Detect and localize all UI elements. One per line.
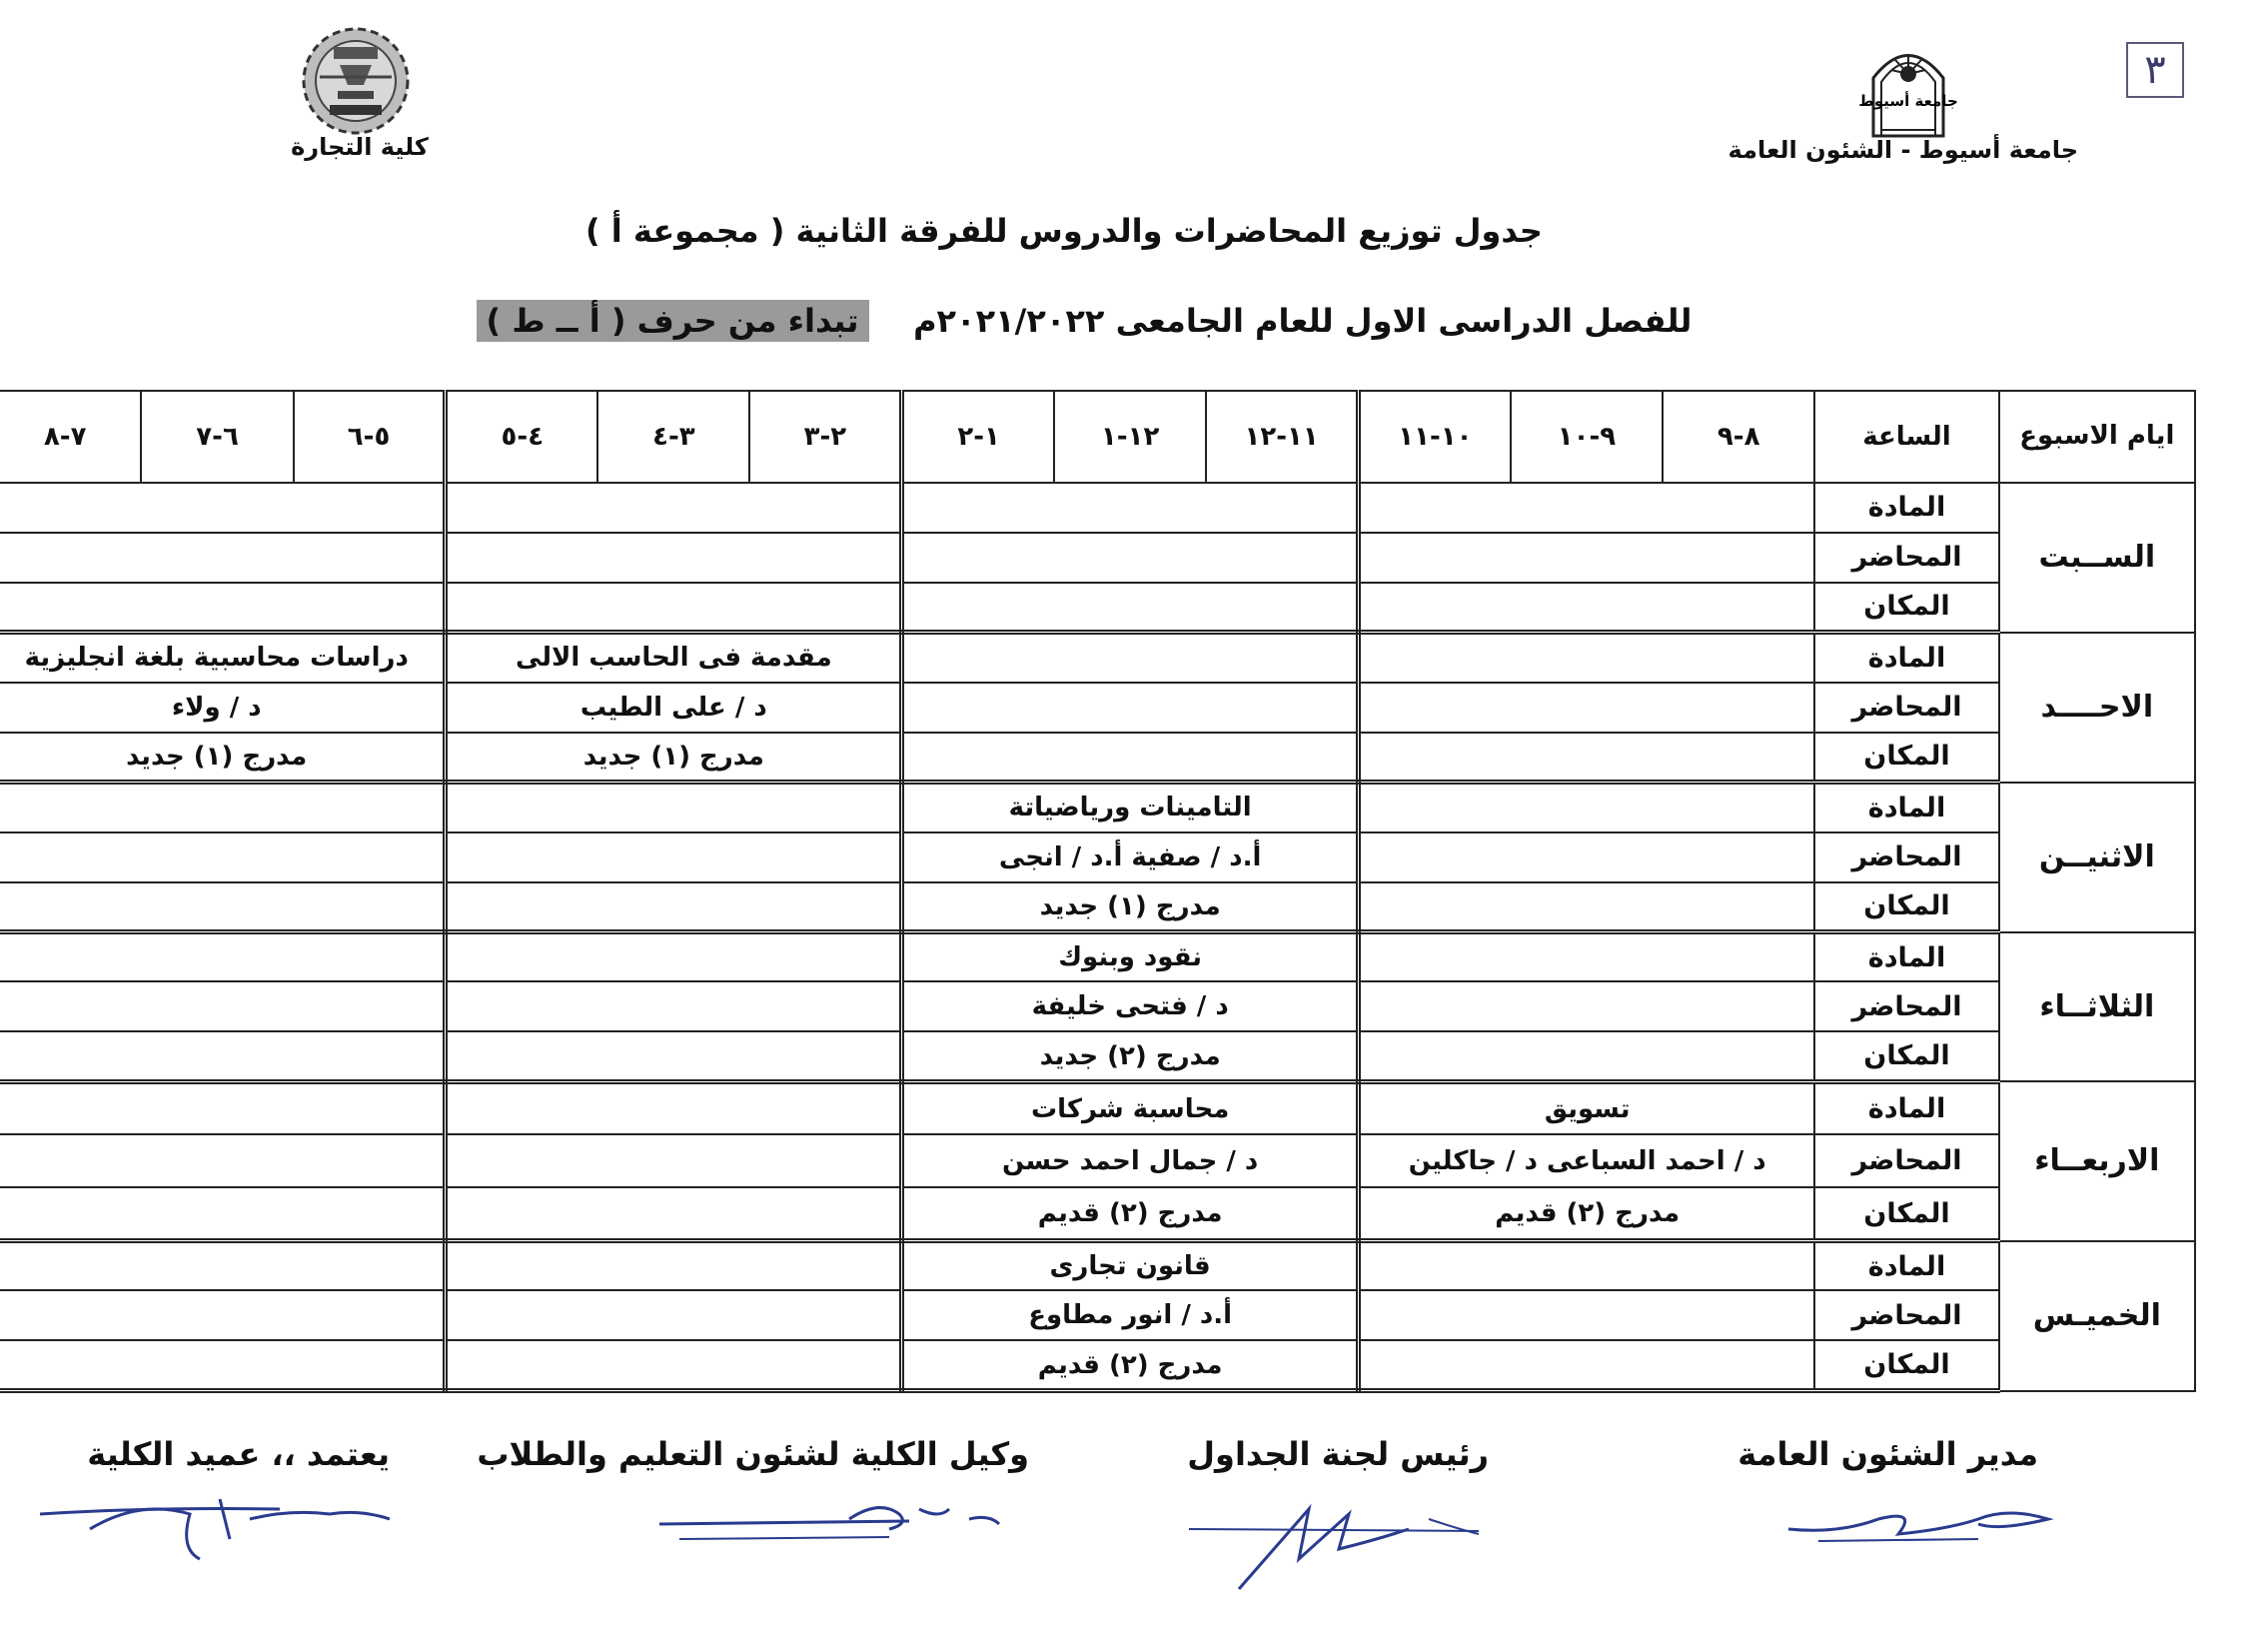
- days-column-header: ايام الاسبوع: [1999, 391, 2195, 483]
- empty-cell: [0, 981, 446, 1031]
- signature-vice-dean: [649, 1489, 1029, 1559]
- empty-cell: [0, 533, 446, 583]
- empty-cell: [0, 783, 446, 832]
- time-slot-header: ١١-١٢: [1206, 391, 1358, 483]
- sig-title-vice-dean: وكيل الكلية لشئون التعليم والطلاب: [477, 1435, 1029, 1473]
- signature-schedules: [1179, 1489, 1509, 1599]
- schedule-subtitle: [0, 302, 2218, 340]
- table-row: [0, 981, 2195, 1031]
- semester-text: للفصل الدراسى الاول للعام الجامعى ٢٠٢١/٢٠٢٢م: [913, 302, 1693, 340]
- session-subject: قانون تجارى: [902, 1241, 1359, 1291]
- session-lecturer: د / على الطيب: [446, 683, 902, 733]
- empty-cell: [1359, 483, 1815, 533]
- sig-title-schedules: رئيس لجنة الجداول: [1187, 1435, 1489, 1473]
- table-row: [0, 1081, 2195, 1134]
- empty-cell: [446, 1241, 902, 1291]
- table-row: [0, 882, 2195, 932]
- table-row: [0, 733, 2195, 783]
- time-slot-header: ٧-٨: [0, 391, 141, 483]
- day-name: الاحــــد: [1999, 633, 2195, 783]
- session-lecturer: د / فتحى خليفة: [902, 981, 1359, 1031]
- empty-cell: [446, 832, 902, 882]
- empty-cell: [0, 932, 446, 982]
- empty-cell: [1359, 683, 1815, 733]
- row-label-place: المكان: [1814, 583, 1998, 633]
- empty-cell: [0, 832, 446, 882]
- schedule-table: [0, 390, 2196, 1393]
- empty-cell: [446, 1081, 902, 1134]
- table-row: [0, 633, 2195, 683]
- day-name: الخميـس: [1999, 1241, 2195, 1391]
- empty-cell: [446, 981, 902, 1031]
- row-label-subject: المادة: [1814, 932, 1998, 982]
- sig-title-general-affairs: مدير الشئون العامة: [1737, 1435, 2038, 1473]
- session-place: مدرج (١) جديد: [902, 882, 1359, 932]
- day-name: الاثنيــن: [1999, 783, 2195, 932]
- empty-cell: [1359, 1241, 1815, 1291]
- session-subject: دراسات محاسبية بلغة انجليزية: [0, 633, 446, 683]
- row-label-place: المكان: [1814, 1340, 1998, 1390]
- empty-cell: [446, 533, 902, 583]
- day-name: الاربعــاء: [1999, 1081, 2195, 1240]
- empty-cell: [1359, 1290, 1815, 1340]
- table-row: [0, 932, 2195, 982]
- empty-cell: [446, 783, 902, 832]
- empty-cell: [0, 1081, 446, 1134]
- university-logo: [1853, 38, 1963, 138]
- row-label-place: المكان: [1814, 1031, 1998, 1081]
- row-label-subject: المادة: [1814, 1081, 1998, 1134]
- letter-range: تبداء من حرف ( أ ــ ط ): [477, 300, 869, 342]
- empty-cell: [902, 733, 1359, 783]
- time-slot-header: ٩-١٠: [1511, 391, 1663, 483]
- empty-cell: [902, 533, 1359, 583]
- day-name: الثلاثــاء: [1999, 932, 2195, 1082]
- empty-cell: [1359, 533, 1815, 583]
- row-label-subject: المادة: [1814, 483, 1998, 533]
- table-row: [0, 1134, 2195, 1187]
- faculty-name: كلية التجارة: [291, 133, 429, 161]
- empty-cell: [446, 1340, 902, 1390]
- day-name: الســبت: [1999, 483, 2195, 633]
- row-label-place: المكان: [1814, 1187, 1998, 1240]
- time-slot-header: ١٠-١١: [1359, 391, 1511, 483]
- row-label-lecturer: المحاضر: [1814, 1134, 1998, 1187]
- session-lecturer: د / ولاء: [0, 683, 446, 733]
- empty-cell: [446, 1187, 902, 1240]
- time-slot-header: ٤-٥: [446, 391, 597, 483]
- table-row: [0, 583, 2195, 633]
- row-label-lecturer: المحاضر: [1814, 683, 1998, 733]
- session-subject: محاسبة شركات: [902, 1081, 1359, 1134]
- signature-general-affairs: [1778, 1489, 2058, 1559]
- table-row: [0, 1290, 2195, 1340]
- row-label-lecturer: المحاضر: [1814, 533, 1998, 583]
- hour-column-header: الساعة: [1814, 391, 1998, 483]
- row-label-place: المكان: [1814, 882, 1998, 932]
- empty-cell: [446, 932, 902, 982]
- session-place: مدرج (١) جديد: [0, 733, 446, 783]
- session-place: مدرج (١) جديد: [446, 733, 902, 783]
- time-slot-header: ٣-٤: [597, 391, 749, 483]
- empty-cell: [1359, 1340, 1815, 1390]
- table-row: [0, 832, 2195, 882]
- empty-cell: [0, 1290, 446, 1340]
- empty-cell: [446, 583, 902, 633]
- row-label-subject: المادة: [1814, 783, 1998, 832]
- session-lecturer: د / جمال احمد حسن: [902, 1134, 1359, 1187]
- table-row: [0, 1241, 2195, 1291]
- empty-cell: [0, 1187, 446, 1240]
- empty-cell: [1359, 633, 1815, 683]
- empty-cell: [902, 583, 1359, 633]
- session-place: مدرج (٢) قديم: [902, 1187, 1359, 1240]
- session-place: مدرج (٢) جديد: [902, 1031, 1359, 1081]
- empty-cell: [446, 882, 902, 932]
- session-place: مدرج (٢) قديم: [1359, 1187, 1815, 1240]
- empty-cell: [0, 882, 446, 932]
- empty-cell: [1359, 783, 1815, 832]
- table-row: [0, 1187, 2195, 1240]
- empty-cell: [1359, 832, 1815, 882]
- table-row: [0, 483, 2195, 533]
- empty-cell: [1359, 583, 1815, 633]
- empty-cell: [1359, 932, 1815, 982]
- page-number: ٣: [2126, 42, 2184, 98]
- university-name: جامعة أسيوط - الشئون العامة: [1727, 136, 2078, 164]
- table-header-row: [0, 391, 2195, 483]
- empty-cell: [902, 633, 1359, 683]
- table-row: [0, 683, 2195, 733]
- empty-cell: [0, 1241, 446, 1291]
- empty-cell: [446, 1031, 902, 1081]
- table-row: [0, 1340, 2195, 1390]
- table-row: [0, 783, 2195, 832]
- time-slot-header: ٥-٦: [294, 391, 446, 483]
- empty-cell: [0, 583, 446, 633]
- empty-cell: [1359, 1031, 1815, 1081]
- time-slot-header: ٦-٧: [141, 391, 293, 483]
- empty-cell: [0, 1031, 446, 1081]
- session-lecturer: د / احمد السباعى د / جاكلين: [1359, 1134, 1815, 1187]
- empty-cell: [1359, 882, 1815, 932]
- row-label-lecturer: المحاضر: [1814, 981, 1998, 1031]
- empty-cell: [0, 1340, 446, 1390]
- schedule-title: جدول توزيع المحاضرات والدروس للفرقة الثانية ( مجموعة أ ): [585, 212, 1543, 250]
- session-subject: تسويق: [1359, 1081, 1815, 1134]
- session-lecturer: أ.د / صفية أ.د / انجى: [902, 832, 1359, 882]
- session-lecturer: أ.د / انور مطاوع: [902, 1290, 1359, 1340]
- empty-cell: [902, 483, 1359, 533]
- row-label-place: المكان: [1814, 733, 1998, 783]
- empty-cell: [446, 1290, 902, 1340]
- time-slot-header: ١-٢: [902, 391, 1054, 483]
- empty-cell: [1359, 733, 1815, 783]
- empty-cell: [1359, 981, 1815, 1031]
- empty-cell: [446, 483, 902, 533]
- row-label-lecturer: المحاضر: [1814, 832, 1998, 882]
- faculty-logo: [300, 25, 412, 137]
- empty-cell: [0, 1134, 446, 1187]
- time-slot-header: ٢-٣: [749, 391, 901, 483]
- time-slot-header: ٨-٩: [1663, 391, 1814, 483]
- row-label-lecturer: المحاضر: [1814, 1290, 1998, 1340]
- sig-title-dean: يعتمد ،، عميد الكلية: [87, 1435, 390, 1473]
- table-row: [0, 533, 2195, 583]
- time-slot-header: ١٢-١: [1054, 391, 1206, 483]
- session-subject: مقدمة فى الحاسب الالى: [446, 633, 902, 683]
- session-subject: التامينات ورياضياتة: [902, 783, 1359, 832]
- empty-cell: [446, 1134, 902, 1187]
- row-label-subject: المادة: [1814, 633, 1998, 683]
- session-place: مدرج (٢) قديم: [902, 1340, 1359, 1390]
- empty-cell: [0, 483, 446, 533]
- svg-text:جامعة أسيوط: جامعة أسيوط: [1858, 92, 1958, 110]
- table-row: [0, 1031, 2195, 1081]
- signature-dean: [30, 1489, 410, 1569]
- session-subject: نقود وبنوك: [902, 932, 1359, 982]
- row-label-subject: المادة: [1814, 1241, 1998, 1291]
- empty-cell: [902, 683, 1359, 733]
